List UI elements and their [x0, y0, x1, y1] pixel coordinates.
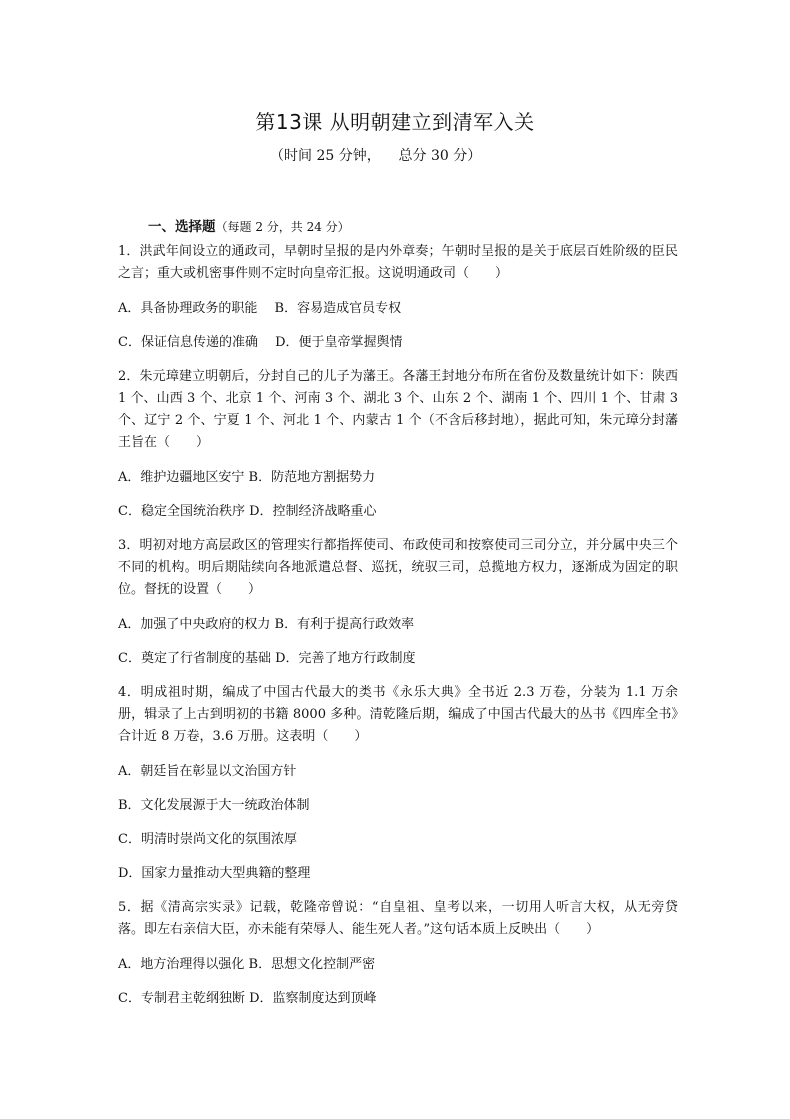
question-2: [118, 366, 678, 523]
option-line: C．明清时崇尚文化的氛围浓厚: [118, 832, 297, 847]
option-line: C．专制君主乾纲独断 D．监察制度达到顶峰: [118, 991, 377, 1006]
question-stem: 4．明成祖时期，编成了中国古代最大的类书《永乐大典》全书近 2.3 万卷，分装为 1.1 万余册，辑录了上古到明初的书籍 8000 多种。清乾隆后期，编成了中国古代最大的丛书《四库全书》合计近 8 万卷，3.6 万册。这表明（ ）: [118, 685, 678, 744]
question-1: [118, 241, 678, 354]
option-line: C．奠定了行省制度的基础 D．完善了地方行政制度: [118, 651, 416, 666]
option-line: C．稳定全国统治秩序 D．控制经济战略重心: [118, 504, 377, 519]
option-line: A．朝廷旨在彰显以文治国方针: [118, 764, 297, 779]
question-stem: 1．洪武年间设立的通政司，早朝时呈报的是内外章奏；午朝时呈报的是关于底层百姓阶级的臣民之言；重大或机密事件则不定时向皇帝汇报。这说明通政司（ ）: [118, 244, 678, 281]
option-line: A．具备协理政务的职能 B．容易造成官员专权: [118, 301, 402, 316]
question-stem: 3．明初对地方高层政区的管理实行都指挥使司、布政使司和按察使司三司分立，并分属中央三个不同的机构。明后期陆续向各地派遣总督、巡抚，统驭三司，总揽地方权力，逐渐成为固定的职位。督抚的设置（ ）: [118, 538, 678, 597]
question-5: [118, 897, 678, 1010]
section-note: （每题 2 分，共 24 分）: [215, 220, 350, 234]
option-line: A．维护边疆地区安宁 B．防范地方割据势力: [118, 470, 376, 485]
question-stem: 5．据《清高宗实录》记载，乾隆帝曾说：“自皇祖、皇考以来，一切用人听言大权，从无旁贷落。即左右亲信大臣，亦未能有荣辱人、能生死人者。”这句话本质上反映出（ ）: [118, 900, 678, 937]
page-title: 第13课 从明朝建立到清军入关: [255, 110, 535, 134]
question-3: [118, 535, 678, 670]
question-stem: 2．朱元璋建立明朝后，分封自己的儿子为藩王。各藩王封地分布所在省份及数量统计如下：陕西 1 个、山西 3 个、北京 1 个、河南 3 个、湖北 3 个、山东 2 个、湖南 1 个、四川 1 个、甘肃 3 个、辽宁 2 个、宁夏 1 个、河北 1 个、内蒙古 1 个（不含后移封地），据此可知，朱元璋分封藩王旨在（ ）: [118, 369, 678, 450]
option-line: A．加强了中央政府的权力 B．有利于提高行政效率: [118, 617, 415, 632]
exam-time-score: （时间 25 分钟， 总分 30 分）: [270, 148, 482, 164]
section-heading: [148, 216, 678, 239]
option-line: D．国家力量推动大型典籍的整理: [118, 866, 311, 881]
option-line: A．地方治理得以强化 B．思想文化控制严密: [118, 957, 376, 972]
section-title: 一、选择题: [148, 219, 216, 235]
question-list: [118, 216, 678, 1022]
option-line: C．保证信息传递的准确 D．便于皇帝掌握舆情: [118, 335, 403, 350]
question-4: [118, 682, 678, 885]
option-line: B．文化发展源于大一统政治体制: [118, 798, 310, 813]
